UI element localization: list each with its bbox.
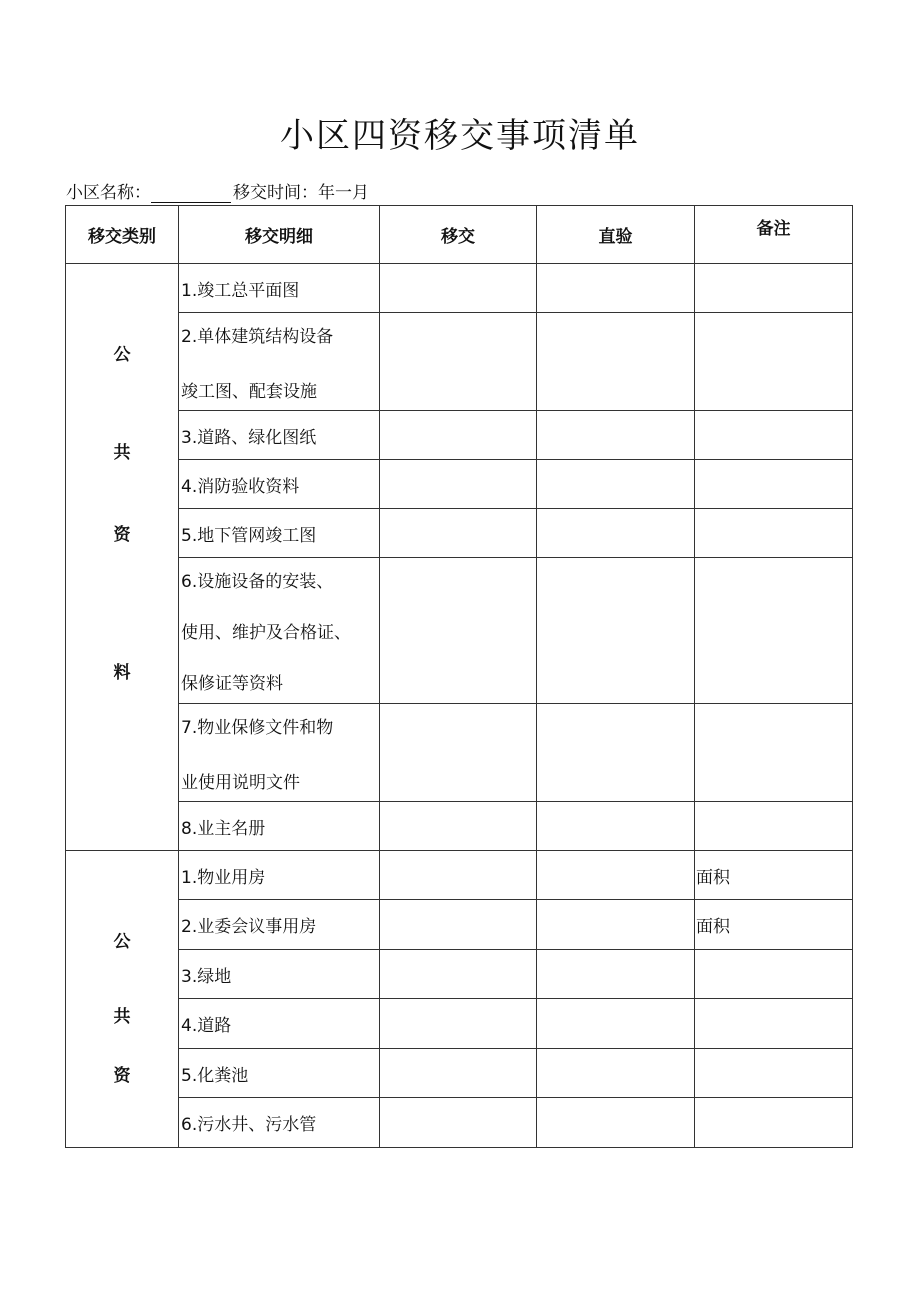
category-char: 资 (113, 1066, 131, 1086)
inspection-cell[interactable] (537, 1049, 695, 1098)
category-char: 公 (113, 345, 131, 365)
category-cell (66, 264, 179, 851)
remark-cell[interactable] (695, 999, 853, 1049)
remark-cell[interactable] (695, 1049, 853, 1098)
transfer-cell[interactable] (380, 1098, 537, 1148)
header-row (66, 206, 853, 264)
detail-cell (179, 1098, 380, 1148)
detail-line: 7.物业保修文件和物 (181, 717, 334, 738)
detail-line: 2.业委会议事用房 (181, 917, 317, 937)
remark-cell[interactable] (695, 264, 853, 313)
detail-line: 1.竣工总平面图 (181, 280, 300, 301)
inspection-cell[interactable] (537, 264, 695, 313)
category-char: 共 (113, 443, 131, 463)
transfer-table (65, 205, 853, 1148)
inspection-cell[interactable] (537, 900, 695, 950)
detail-line: 4.消防验收资料 (181, 476, 300, 497)
detail-cell (179, 264, 380, 313)
detail-line: 业使用说明文件 (181, 772, 300, 793)
remark-cell[interactable] (695, 460, 853, 509)
table-row (66, 1049, 853, 1098)
transfer-cell[interactable] (380, 704, 537, 802)
category-char: 料 (113, 663, 131, 683)
detail-line: 3.绿地 (181, 966, 232, 987)
table-row (66, 264, 853, 313)
header-inspection: 直验 (537, 206, 695, 264)
remark-cell[interactable] (695, 558, 853, 704)
transfer-cell[interactable] (380, 558, 537, 704)
remark-cell[interactable]: 面积 (695, 900, 853, 950)
inspection-cell[interactable] (537, 999, 695, 1049)
transfer-cell[interactable] (380, 460, 537, 509)
detail-cell (179, 313, 380, 411)
header-fields (66, 178, 369, 203)
transfer-cell[interactable] (380, 802, 537, 851)
transfer-cell[interactable] (380, 1049, 537, 1098)
detail-line: 6.污水井、污水管 (181, 1115, 317, 1135)
detail-cell (179, 558, 380, 704)
detail-line: 6.设施设备的安装、 (181, 572, 334, 592)
detail-cell (179, 411, 380, 460)
detail-cell (179, 1049, 380, 1098)
transfer-time-label: 移交时间：年一月 (233, 183, 369, 203)
detail-line: 5.化粪池 (181, 1065, 249, 1086)
document-title: 小区四资移交事项清单 (280, 116, 640, 156)
community-name-blank (151, 184, 231, 203)
transfer-cell[interactable] (380, 900, 537, 950)
category-char: 资 (113, 525, 131, 545)
remark-cell[interactable] (695, 950, 853, 999)
inspection-cell[interactable] (537, 411, 695, 460)
detail-cell (179, 704, 380, 802)
inspection-cell[interactable] (537, 558, 695, 704)
table-row (66, 509, 853, 558)
detail-line: 4.道路 (181, 1016, 232, 1036)
table-row (66, 851, 853, 900)
detail-line: 2.单体建筑结构设备 (181, 326, 334, 347)
remark-cell[interactable] (695, 1098, 853, 1148)
transfer-cell[interactable] (380, 950, 537, 999)
inspection-cell[interactable] (537, 851, 695, 900)
detail-line: 使用、维护及合格证、 (181, 623, 351, 643)
table-row (66, 704, 853, 802)
transfer-cell[interactable] (380, 411, 537, 460)
remark-cell[interactable] (695, 802, 853, 851)
remark-cell[interactable] (695, 704, 853, 802)
detail-cell (179, 509, 380, 558)
detail-line: 竣工图、配套设施 (181, 381, 317, 402)
detail-line: 保修证等资料 (181, 674, 283, 694)
table-row (66, 411, 853, 460)
remark-cell[interactable]: 面积 (695, 851, 853, 900)
table-row (66, 460, 853, 509)
table-row (66, 313, 853, 411)
detail-cell (179, 460, 380, 509)
table-row (66, 1098, 853, 1148)
detail-cell (179, 999, 380, 1049)
remark-cell[interactable] (695, 509, 853, 558)
category-char: 公 (113, 932, 131, 952)
table-row (66, 950, 853, 999)
table-row (66, 999, 853, 1049)
inspection-cell[interactable] (537, 704, 695, 802)
category-char: 共 (113, 1007, 131, 1027)
header-transfer: 移交 (380, 206, 537, 264)
transfer-cell[interactable] (380, 509, 537, 558)
community-name-label: 小区名称： (66, 183, 151, 203)
table-row (66, 802, 853, 851)
table-row (66, 558, 853, 704)
remark-cell[interactable] (695, 313, 853, 411)
inspection-cell[interactable] (537, 509, 695, 558)
category-cell (66, 851, 179, 1148)
header-remark: 备注 (695, 206, 853, 264)
inspection-cell[interactable] (537, 802, 695, 851)
header-category: 移交类别 (66, 206, 179, 264)
header-detail: 移交明细 (179, 206, 380, 264)
inspection-cell[interactable] (537, 1098, 695, 1148)
transfer-cell[interactable] (380, 313, 537, 411)
table-row (66, 900, 853, 950)
detail-cell (179, 900, 380, 950)
inspection-cell[interactable] (537, 460, 695, 509)
detail-line: 5.地下管网竣工图 (181, 525, 317, 546)
transfer-cell[interactable] (380, 999, 537, 1049)
inspection-cell[interactable] (537, 313, 695, 411)
remark-cell[interactable] (695, 411, 853, 460)
inspection-cell[interactable] (537, 950, 695, 999)
detail-cell (179, 851, 380, 900)
transfer-cell[interactable] (380, 851, 537, 900)
transfer-cell[interactable] (380, 264, 537, 313)
detail-line: 1.物业用房 (181, 867, 266, 888)
detail-line: 8.业主名册 (181, 818, 266, 839)
detail-line: 3.道路、绿化图纸 (181, 427, 317, 448)
detail-cell (179, 802, 380, 851)
detail-cell (179, 950, 380, 999)
